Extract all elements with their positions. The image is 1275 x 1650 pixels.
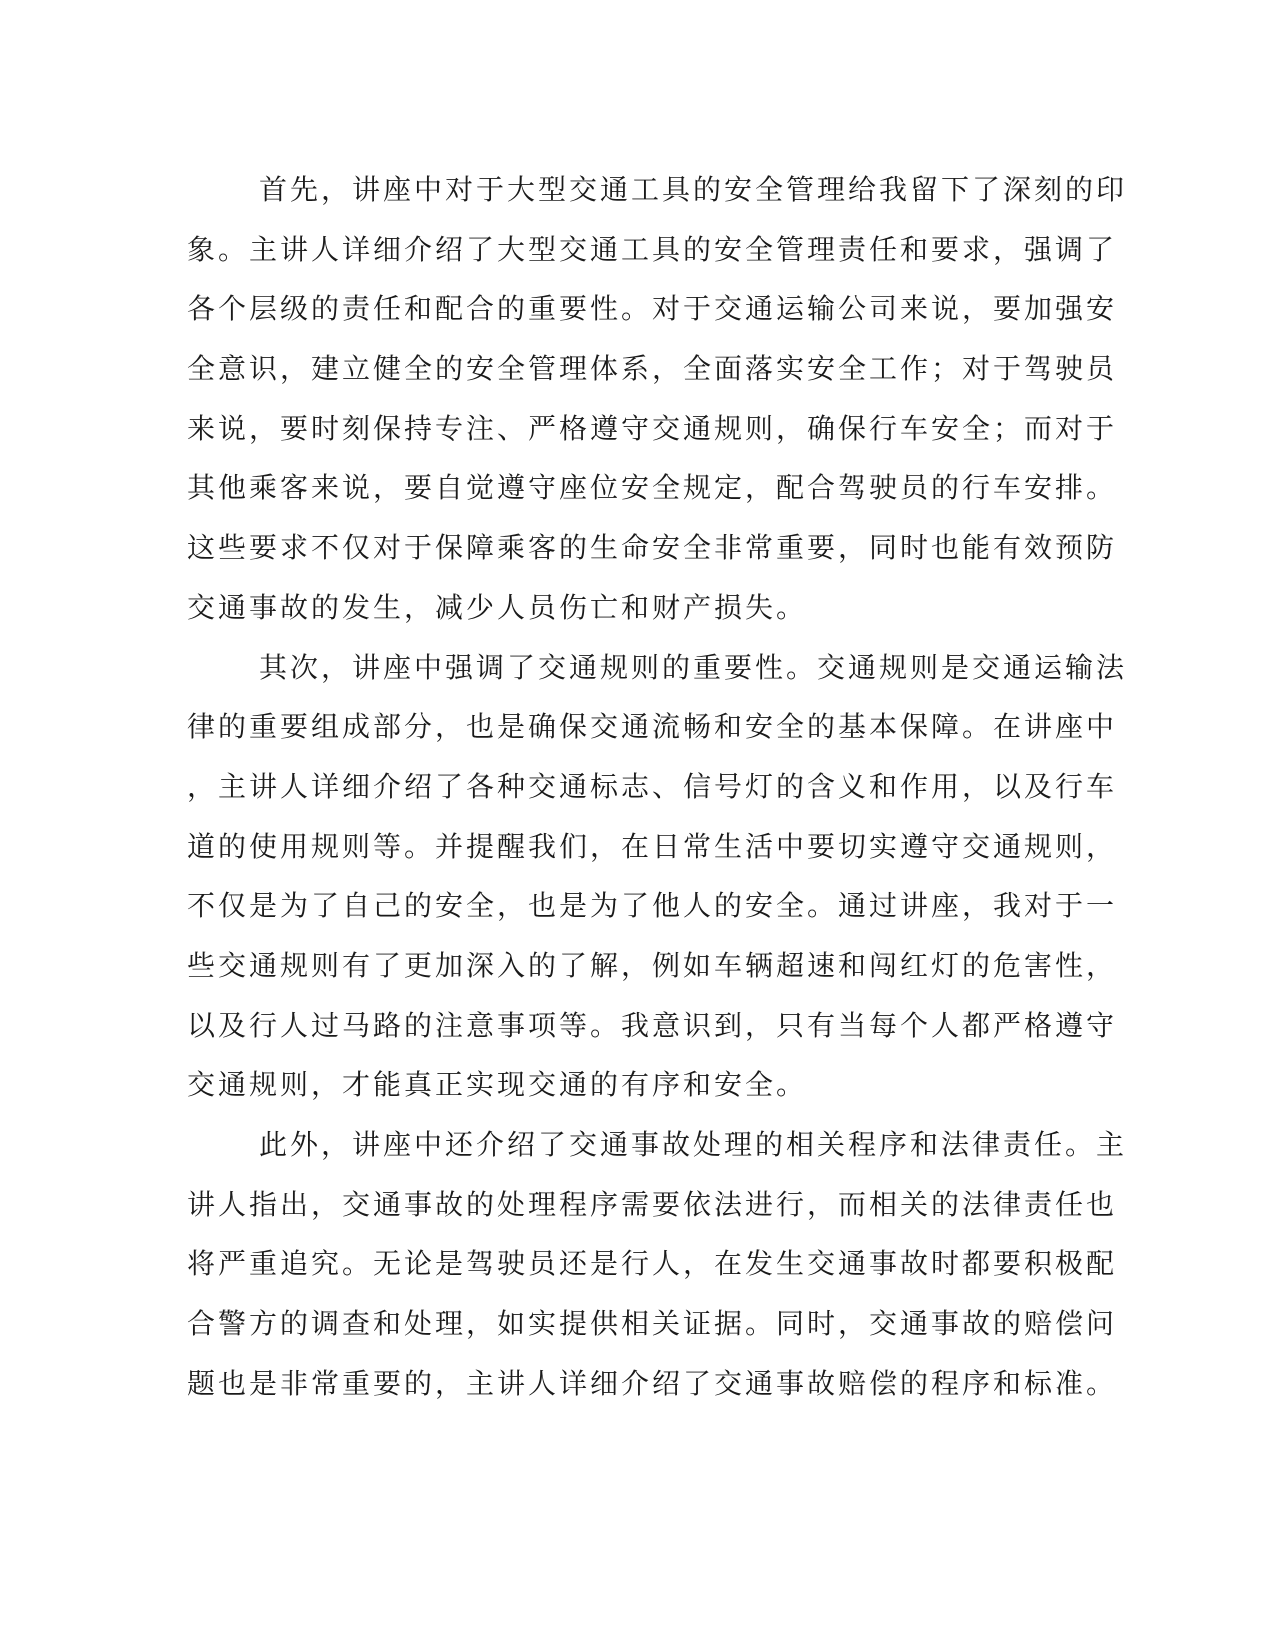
- text-line: 交通事故的发生，减少人员伤亡和财产损失。: [187, 590, 808, 624]
- text-line: 象。主讲人详细介绍了大型交通工具的安全管理责任和要求，强调了: [187, 232, 1118, 266]
- text-line: 其他乘客来说，要自觉遵守座位安全规定，配合驾驶员的行车安排。: [187, 471, 1118, 505]
- text-line: 这些要求不仅对于保障乘客的生命安全非常重要，同时也能有效预防: [187, 531, 1118, 565]
- text-line: 各个层级的责任和配合的重要性。对于交通运输公司来说，要加强安: [187, 292, 1118, 326]
- text-line: 首先，讲座中对于大型交通工具的安全管理给我留下了深刻的印: [259, 173, 1128, 206]
- text-line: 其次，讲座中强调了交通规则的重要性。交通规则是交通运输法: [259, 650, 1128, 684]
- text-line: 合警方的调查和处理，如实提供相关证据。同时，交通事故的赔偿问: [187, 1307, 1118, 1341]
- paragraph-2: [187, 638, 1128, 1116]
- text-line: 全意识，建立健全的安全管理体系，全面落实安全工作；对于驾驶员: [187, 352, 1118, 386]
- paragraph-3: [187, 1115, 1128, 1413]
- text-line: 道的使用规则等。并提醒我们，在日常生活中要切实遵守交通规则，: [187, 829, 1118, 863]
- text-line: 将严重追究。无论是驾驶员还是行人，在发生交通事故时都要积极配: [187, 1247, 1118, 1281]
- text-line: 此外，讲座中还介绍了交通事故处理的相关程序和法律责任。主: [259, 1128, 1128, 1161]
- text-line: 些交通规则有了更加深入的了解，例如车辆超速和闯红灯的危害性，: [187, 948, 1118, 982]
- text-line: 交通规则，才能真正实现交通的有序和安全。: [187, 1068, 808, 1102]
- text-line: ，主讲人详细介绍了各种交通标志、信号灯的含义和作用，以及行车: [187, 769, 1118, 803]
- text-line: 题也是非常重要的，主讲人详细介绍了交通事故赔偿的程序和标准。: [187, 1366, 1118, 1400]
- text-line: 以及行人过马路的注意事项等。我意识到，只有当每个人都严格遵守: [187, 1008, 1118, 1042]
- text-line: 讲人指出，交通事故的处理程序需要依法进行，而相关的法律责任也: [187, 1187, 1118, 1221]
- document-body: [187, 160, 1128, 1413]
- text-line: 来说，要时刻保持专注、严格遵守交通规则，确保行车安全；而对于: [187, 411, 1118, 445]
- text-line: 不仅是为了自己的安全，也是为了他人的安全。通过讲座，我对于一: [187, 889, 1118, 923]
- text-line: 律的重要组成部分，也是确保交通流畅和安全的基本保障。在讲座中: [187, 710, 1118, 744]
- paragraph-1: [187, 160, 1128, 638]
